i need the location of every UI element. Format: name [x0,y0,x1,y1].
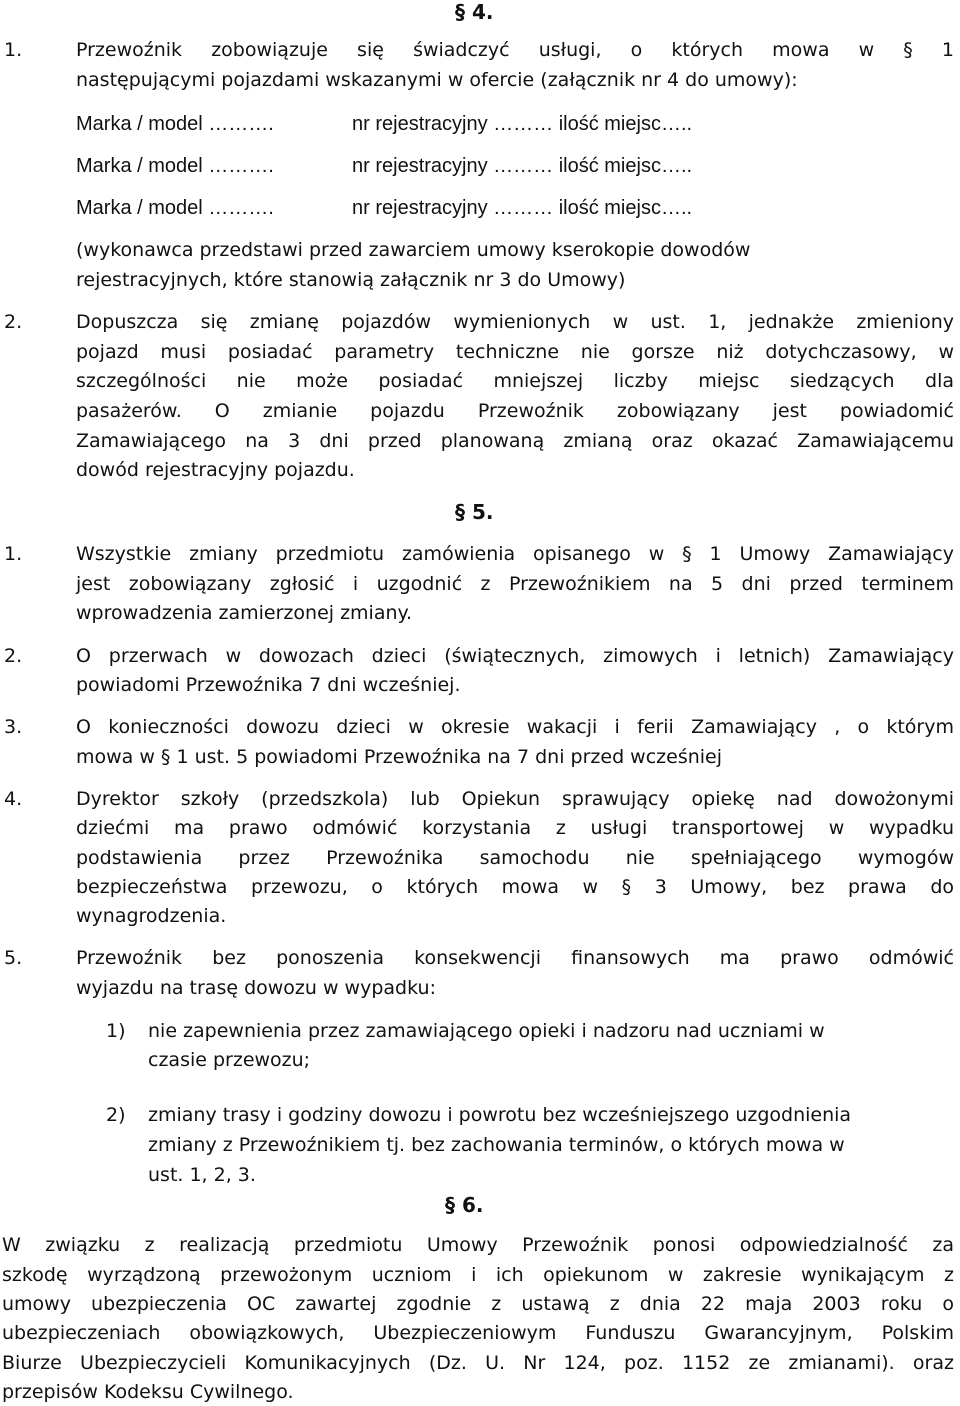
paragraph-line: Biurze Ubezpieczycieli Komunikacyjnych (Dz. U. Nr 124, poz. 1152 ze zmianami). oraz [2,1352,954,1374]
paragraph-line: rejestracyjnych, które stanowią załącznik nr 3 do Umowy) [76,269,626,291]
paragraph-line: ubezpieczeniach obowiązkowych, Ubezpieczeniowym Funduszu Gwarancyjnym, Polskim [2,1322,954,1344]
paragraph-line: szkodę wyrządzoną przewożonym uczniom i ich opiekunom w zakresie wynikającym z [2,1264,954,1286]
paragraph-line: Wszystkie zmiany przedmiotu zamówienia opisanego w § 1 Umowy Zamawiający [76,543,954,565]
section-5-heading: § 5. [455,500,494,524]
paragraph-line: jest zobowiązany zgłosić i uzgodnić z Przewoźnikiem na 5 dni przed terminem [76,573,954,595]
paragraph-line: wynagrodzenia. [76,905,227,927]
vehicle-registration-field: nr rejestracyjny ……… ilość miejsc….. [352,113,693,135]
paragraph-line: Przewoźnik zobowiązuje się świadczyć usługi, o których mowa w § 1 [76,39,954,61]
paragraph-line: Przewoźnik bez ponoszenia konsekwencji finansowych ma prawo odmówić [76,947,954,969]
paragraph-line: przepisów Kodeksu Cywilnego. [2,1381,294,1403]
paragraph-line: pasażerów. O zmianie pojazdu Przewoźnik zobowiązany jest powiadomić [76,400,954,422]
paragraph-line: zmiany trasy i godziny dowozu i powrotu bez wcześniejszego uzgodnienia [148,1104,852,1126]
paragraph-line: dowód rejestracyjny pojazdu. [76,459,355,481]
paragraph-line: szczególności nie może posiadać mniejszej liczby miejsc siedzących dla [76,370,954,392]
paragraph-line: dziećmi ma prawo odmówić korzystania z usługi transportowej w wypadku [76,817,954,839]
sub-item-number: 1) [106,1020,126,1042]
paragraph-line: powiadomi Przewoźnika 7 dni wcześniej. [76,674,461,696]
paragraph-line: ust. 1, 2, 3. [148,1164,256,1186]
paragraph-line: mowa w § 1 ust. 5 powiadomi Przewoźnika na 7 dni przed wcześniej [76,746,723,768]
paragraph-line: wprowadzenia zamierzonej zmiany. [76,602,413,624]
item-number: 2. [4,645,23,667]
paragraph-line: bezpieczeństwa przewozu, o których mowa w § 3 Umowy, bez prawa do [76,876,954,898]
vehicle-make-field: Marka / model ………. [76,155,274,177]
paragraph-line: czasie przewozu; [148,1049,311,1071]
paragraph-line: (wykonawca przedstawi przed zawarciem umowy kserokopie dowodów [76,239,751,261]
paragraph-line: umowy ubezpieczenia OC zawartej zgodnie z ustawą z dnia 22 maja 2003 roku o [2,1293,954,1315]
section-6-heading: § 6. [445,1193,484,1217]
paragraph-line: następującymi pojazdami wskazanymi w ofercie (załącznik nr 4 do umowy): [76,69,798,91]
paragraph-line: Dyrektor szkoły (przedszkola) lub Opiekun sprawujący opiekę nad dowożonymi [76,788,954,810]
item-number: 3. [4,716,23,738]
item-number: 5. [4,947,23,969]
item-number: 1. [4,39,23,61]
vehicle-registration-field: nr rejestracyjny ……… ilość miejsc….. [352,155,693,177]
paragraph-line: nie zapewnienia przez zamawiającego opieki i nadzoru nad uczniami w [148,1020,825,1042]
section-4-heading: § 4. [455,0,494,24]
vehicle-make-field: Marka / model ………. [76,113,274,135]
sub-item-number: 2) [106,1104,126,1126]
paragraph-line: podstawienia przez Przewoźnika samochodu nie spełniającego wymogów [76,847,954,869]
vehicle-make-field: Marka / model ………. [76,197,274,219]
item-number: 4. [4,788,23,810]
vehicle-registration-field: nr rejestracyjny ……… ilość miejsc….. [352,197,693,219]
paragraph-line: Zamawiającego na 3 dni przed planowaną zmianą oraz okazać Zamawiającemu [76,430,954,452]
paragraph-line: Dopuszcza się zmianę pojazdów wymienionych w ust. 1, jednakże zmieniony [76,311,954,333]
paragraph-line: pojazd musi posiadać parametry techniczne nie gorsze niż dotychczasowy, w [76,341,954,363]
item-number: 2. [4,311,23,333]
paragraph-line: O przerwach w dowozach dzieci (świątecznych, zimowych i letnich) Zamawiający [76,645,954,667]
paragraph-line: W związku z realizacją przedmiotu Umowy Przewoźnik ponosi odpowiedzialność za [2,1234,954,1256]
item-number: 1. [4,543,23,565]
paragraph-line: wyjazdu na trasę dowozu w wypadku: [76,977,436,999]
paragraph-line: O konieczności dowozu dzieci w okresie wakacji i ferii Zamawiający , o którym [76,716,954,738]
paragraph-line: zmiany z Przewoźnikiem tj. bez zachowania terminów, o których mowa w [148,1134,845,1156]
